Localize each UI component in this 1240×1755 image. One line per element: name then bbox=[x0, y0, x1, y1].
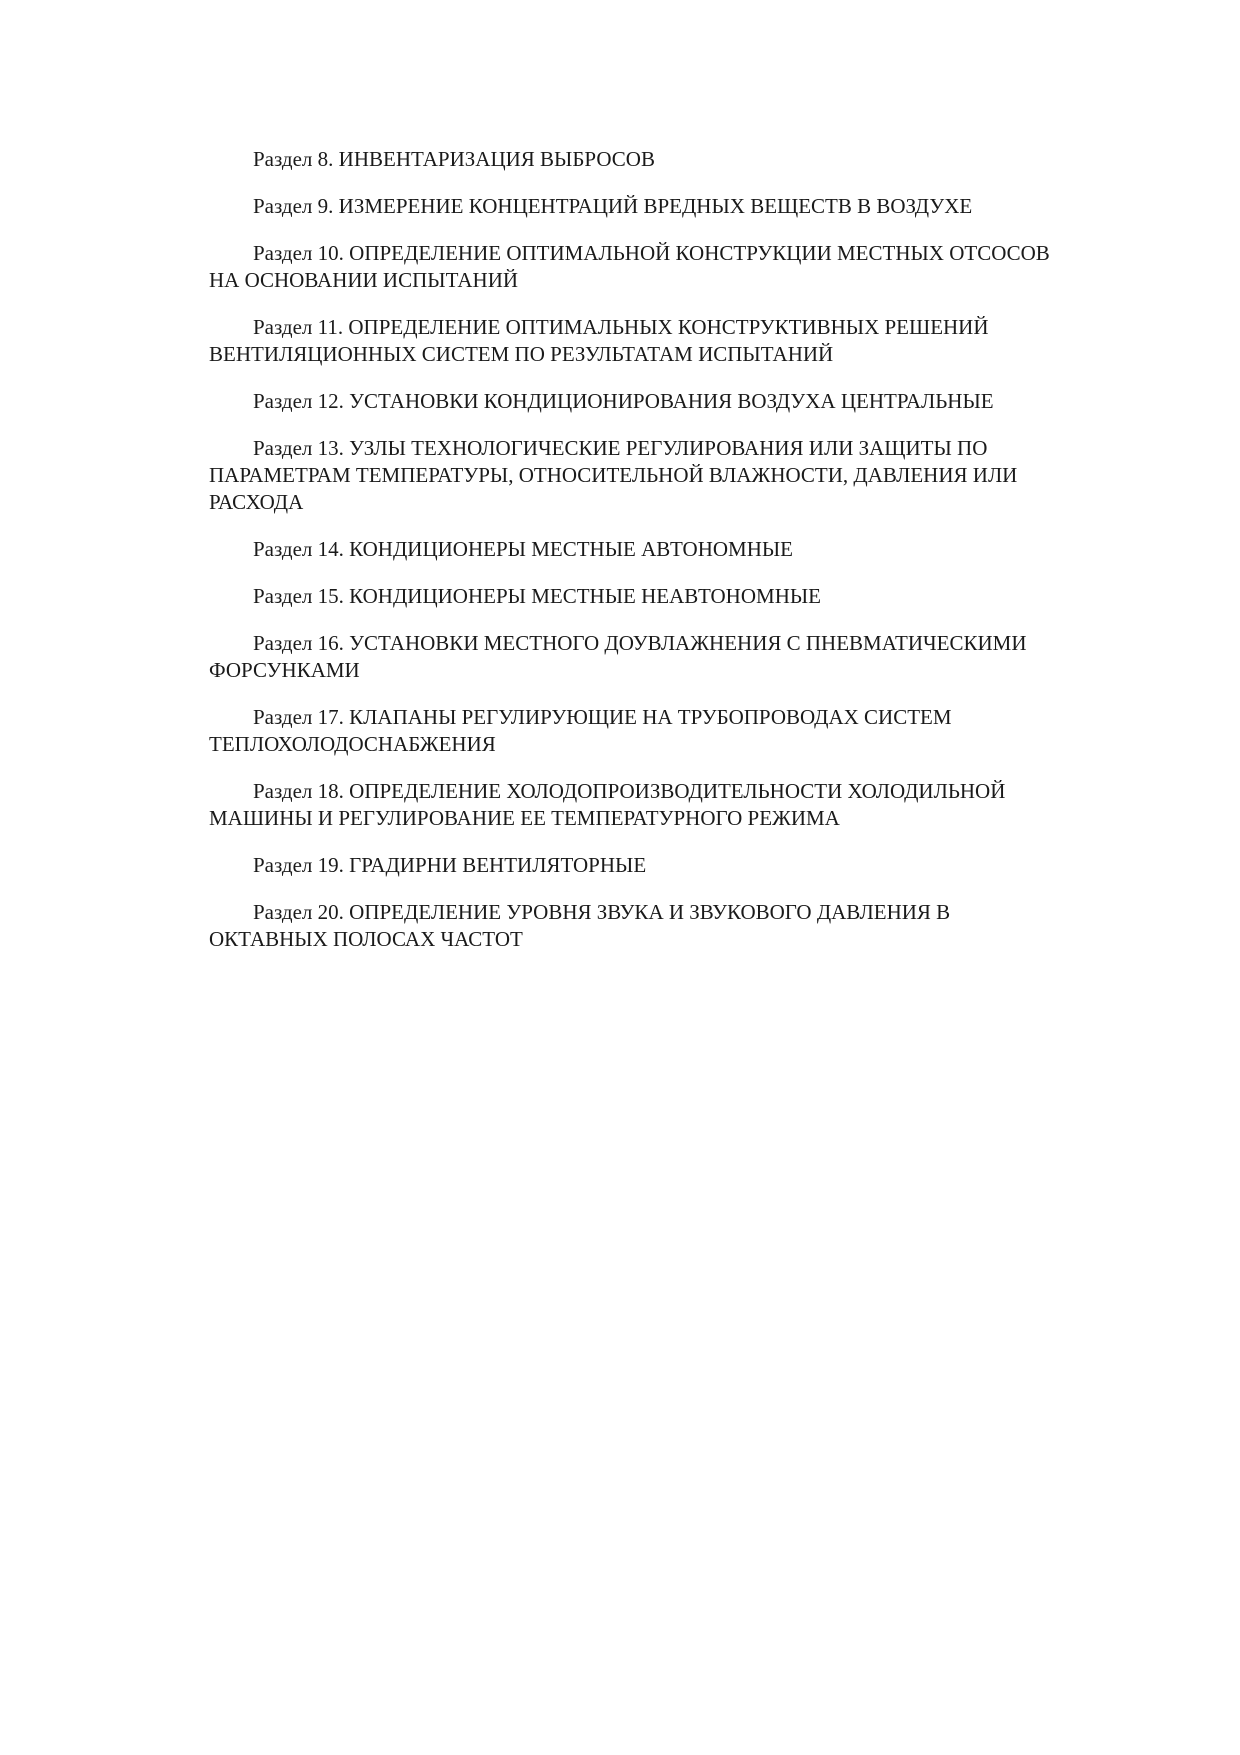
section-item: Раздел 17. КЛАПАНЫ РЕГУЛИРУЮЩИЕ НА ТРУБОПРОВОДАХ СИСТЕМ ТЕПЛОХОЛОДОСНАБЖЕНИЯ bbox=[209, 705, 952, 756]
section-item: Раздел 15. КОНДИЦИОНЕРЫ МЕСТНЫЕ НЕАВТОНОМНЫЕ bbox=[253, 584, 821, 608]
section-item: Раздел 18. ОПРЕДЕЛЕНИЕ ХОЛОДОПРОИЗВОДИТЕЛЬНОСТИ ХОЛОДИЛЬНОЙ МАШИНЫ И РЕГУЛИРОВАНИЕ ЕЕ ТЕМПЕРАТУРНОГО РЕЖИМА bbox=[209, 779, 1006, 830]
section-item: Раздел 12. УСТАНОВКИ КОНДИЦИОНИРОВАНИЯ ВОЗДУХА ЦЕНТРАЛЬНЫЕ bbox=[253, 389, 994, 413]
section-item: Раздел 13. УЗЛЫ ТЕХНОЛОГИЧЕСКИЕ РЕГУЛИРОВАНИЯ ИЛИ ЗАЩИТЫ ПО ПАРАМЕТРАМ ТЕМПЕРАТУРЫ, ОТНОСИТЕЛЬНОЙ ВЛАЖНОСТИ, ДАВЛЕНИЯ ИЛИ РАСХОДА bbox=[209, 436, 1018, 514]
section-item: Раздел 10. ОПРЕДЕЛЕНИЕ ОПТИМАЛЬНОЙ КОНСТРУКЦИИ МЕСТНЫХ ОТСОСОВ НА ОСНОВАНИИ ИСПЫТАНИЙ bbox=[209, 241, 1050, 292]
section-item: Раздел 16. УСТАНОВКИ МЕСТНОГО ДОУВЛАЖНЕНИЯ С ПНЕВМАТИЧЕСКИМИ ФОРСУНКАМИ bbox=[209, 631, 1027, 682]
section-item: Раздел 20. ОПРЕДЕЛЕНИЕ УРОВНЯ ЗВУКА И ЗВУКОВОГО ДАВЛЕНИЯ В ОКТАВНЫХ ПОЛОСАХ ЧАСТОТ bbox=[209, 900, 951, 951]
section-item: Раздел 9. ИЗМЕРЕНИЕ КОНЦЕНТРАЦИЙ ВРЕДНЫХ ВЕЩЕСТВ В ВОЗДУХЕ bbox=[253, 194, 973, 218]
section-item: Раздел 8. ИНВЕНТАРИЗАЦИЯ ВЫБРОСОВ bbox=[253, 147, 655, 171]
section-item: Раздел 14. КОНДИЦИОНЕРЫ МЕСТНЫЕ АВТОНОМНЫЕ bbox=[253, 537, 794, 561]
section-item: Раздел 19. ГРАДИРНИ ВЕНТИЛЯТОРНЫЕ bbox=[253, 853, 647, 877]
section-list bbox=[209, 146, 1059, 973]
section-item: Раздел 11. ОПРЕДЕЛЕНИЕ ОПТИМАЛЬНЫХ КОНСТРУКТИВНЫХ РЕШЕНИЙ ВЕНТИЛЯЦИОННЫХ СИСТЕМ ПО РЕЗУЛЬТАТАМ ИСПЫТАНИЙ bbox=[209, 315, 989, 366]
